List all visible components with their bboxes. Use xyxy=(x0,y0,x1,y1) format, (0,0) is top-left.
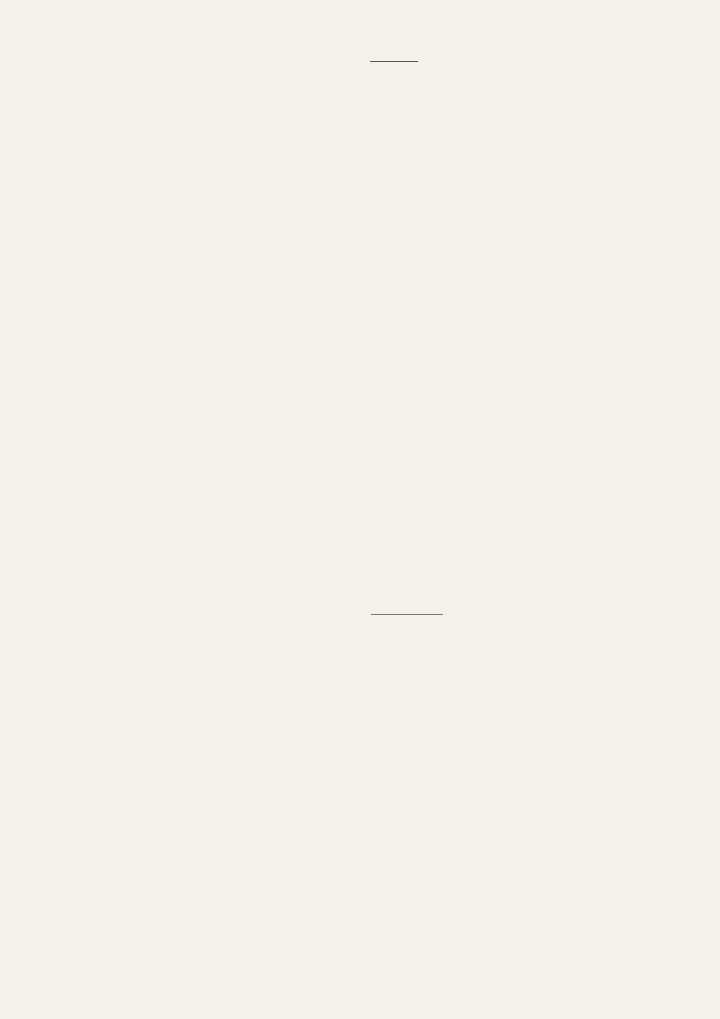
page-number-rule xyxy=(370,61,418,62)
section-divider xyxy=(371,614,443,615)
